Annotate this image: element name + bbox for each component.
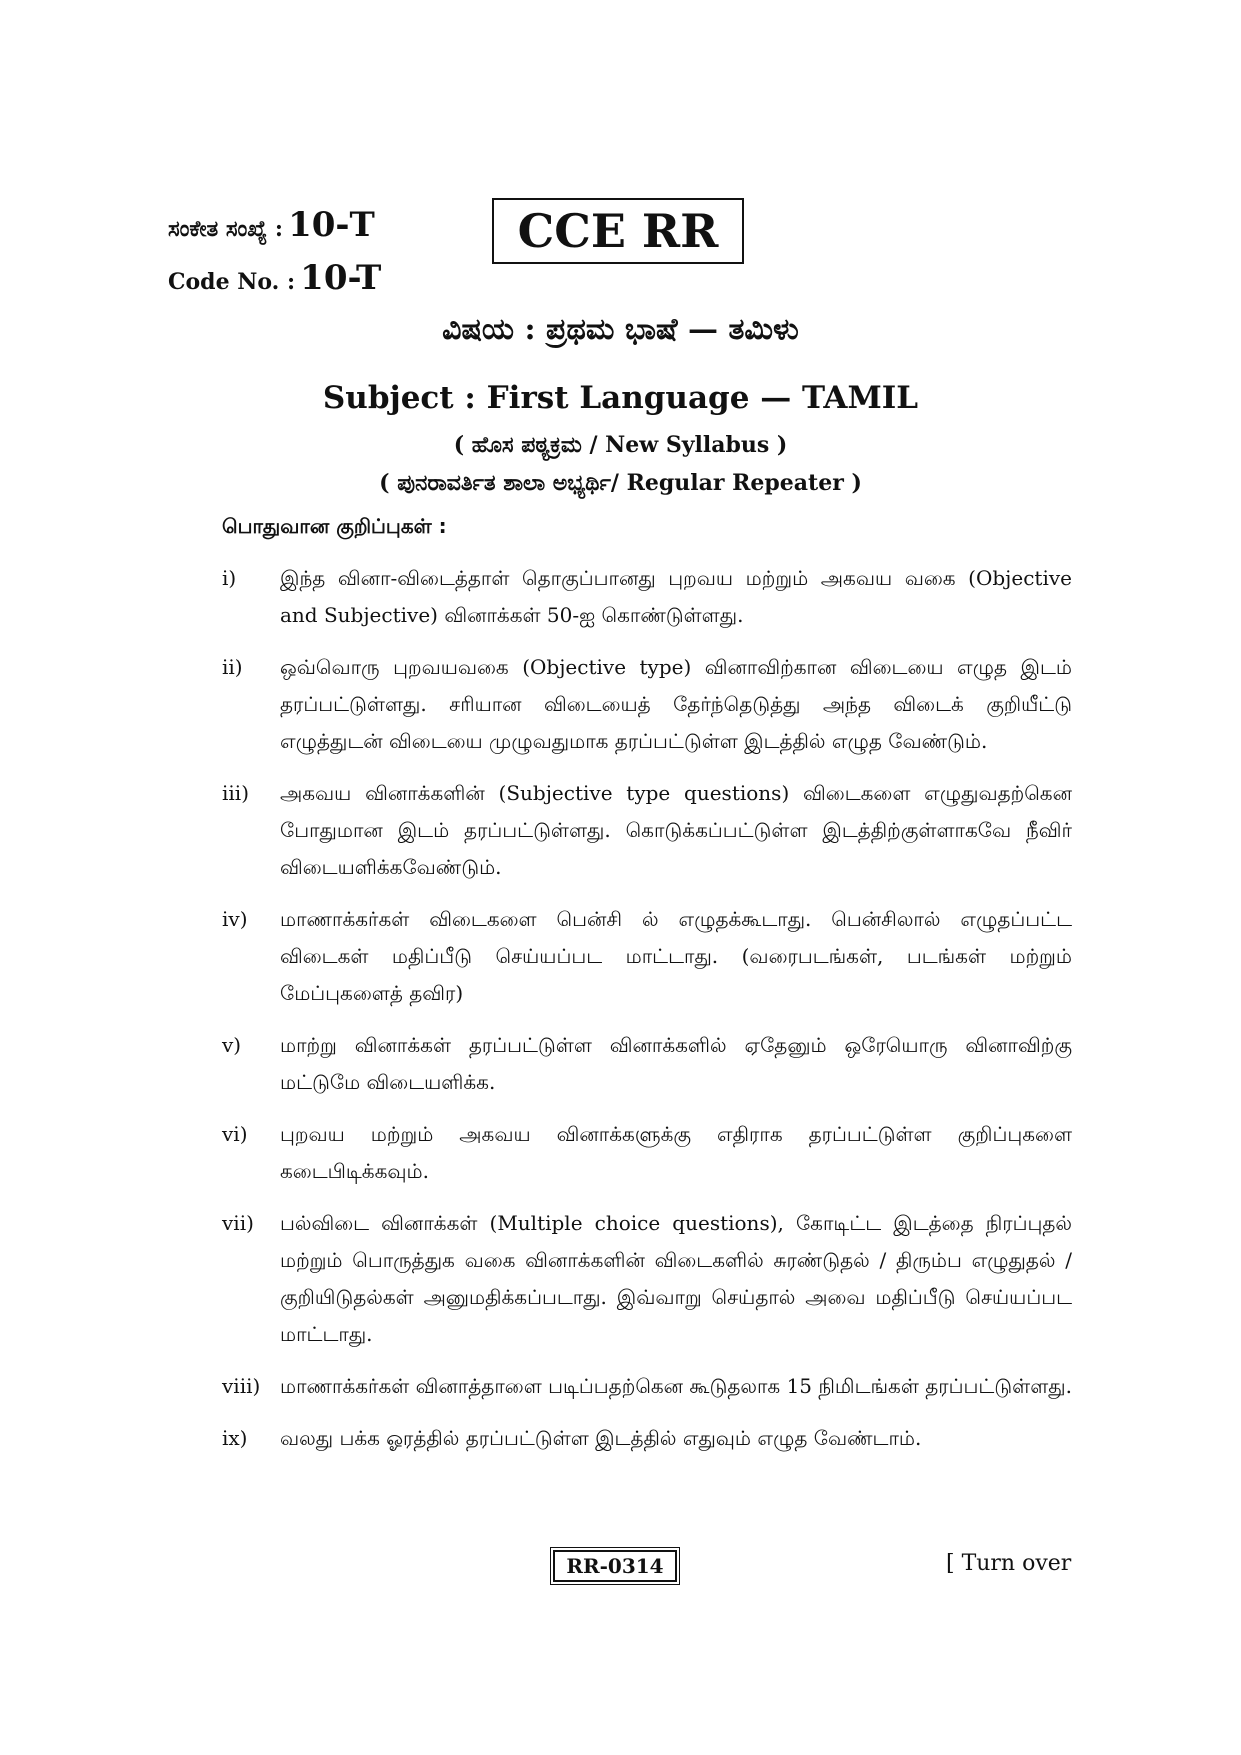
instructions-list <box>222 560 1072 1472</box>
turn-over-text: [ Turn over <box>946 1551 1072 1576</box>
instruction-number: viii) <box>222 1374 261 1398</box>
instruction-number: ix) <box>222 1426 248 1450</box>
instruction-text: மாணாக்கர்கள் வினாத்தாளை படிப்பதற்கென கூடுதலாக 15 நிமிடங்கள் தரப்பட்டுள்ளது. <box>280 1374 1072 1398</box>
instruction-number: vi) <box>222 1122 248 1146</box>
instruction-text: வலது பக்க ஓரத்தில் தரப்பட்டுள்ள இடத்தில் எதுவும் எழுத வேண்டாம். <box>280 1426 922 1450</box>
instruction-text: புறவய மற்றும் அகவய வினாக்களுக்கு எதிராக தரப்பட்டுள்ள குறிப்புகளை கடைபிடிக்கவும். <box>280 1122 1072 1183</box>
instruction-number: ii) <box>222 655 243 679</box>
instruction-number: v) <box>222 1033 242 1057</box>
subject-title-kannada: ವಿಷಯ : ಪ್ರಥಮ ಭಾಷೆ — ತಮಿಳು <box>442 312 799 347</box>
instruction-item <box>222 1027 1072 1101</box>
instruction-item <box>222 560 1072 634</box>
exam-type-box: CCE RR <box>492 198 744 264</box>
instruction-text: இந்த வினா-விடைத்தாள் தொகுப்பானது புறவய மற்றும் அகவய வகை (Objective and Subjective) வினாக்கள் 50-ஐ கொண்டுள்ளது. <box>280 566 1072 627</box>
instruction-item <box>222 1116 1072 1190</box>
instruction-number: i) <box>222 566 237 590</box>
instruction-item <box>222 1205 1072 1353</box>
instruction-item <box>222 775 1072 886</box>
instruction-text: மாணாக்கர்கள் விடைகளை பென்சி ல் எழுதக்கூடாது. பென்சிலால் எழுதப்பட்ட விடைகள் மதிப்பீடு செய்யப்பட மாட்டாது. (வரைபடங்கள், படங்கள் மற்றும் மேப்புகளைத் தவிர) <box>280 907 1072 1005</box>
instruction-text: பல்விடை வினாக்கள் (Multiple choice questions), கோடிட்ட இடத்தை நிரப்புதல் மற்றும் பொருத்துக வகை வினாக்களின் விடைகளில் சுரண்டுதல் / திரும்ப எழுதுதல் / குறியிடுதல்கள் அனுமதிக்கப்படாது. இவ்வாறு செய்தால் அவை மதிப்பீடு செய்யப்பட மாட்டாது. <box>280 1211 1072 1346</box>
general-instructions-heading: பொதுவான குறிப்புகள் : <box>222 514 447 538</box>
code-number-kannada <box>168 205 375 245</box>
code-number-english <box>168 258 381 298</box>
subject-title-english: Subject : First Language — TAMIL <box>322 380 919 416</box>
instruction-text: ஒவ்வொரு புறவயவகை (Objective type) வினாவிற்கான விடையை எழுத இடம் தரப்பட்டுள்ளது. சரியான விடையைத் தேர்ந்தெடுத்து அந்த விடைக் குறியீட்டு எழுத்துடன் விடையை முழுவதுமாக தரப்பட்டுள்ள இடத்தில் எழுத வேண்டும். <box>280 655 1072 753</box>
code-value-english: 10-T <box>300 258 382 298</box>
code-label-kannada: ಸಂಕೇತ ಸಂಖ್ಯೆ : <box>168 216 284 242</box>
instruction-item <box>222 1420 1072 1457</box>
instruction-number: iii) <box>222 781 249 805</box>
instruction-text: அகவய வினாக்களின் (Subjective type questions) விடைகளை எழுதுவதற்கென போதுமான இடம் தரப்பட்டுள்ளது. கொடுக்கப்பட்டுள்ள இடத்திற்குள்ளாகவே நீவிர் விடையளிக்கவேண்டும். <box>280 781 1072 879</box>
candidate-type-line: ( ಪುನರಾವರ್ತಿತ ಶಾಲಾ ಅಭ್ಯರ್ಥಿ/ Regular Repeater ) <box>379 470 862 496</box>
instruction-item <box>222 1368 1072 1405</box>
instruction-text: மாற்று வினாக்கள் தரப்பட்டுள்ள வினாக்களில் ஏதேனும் ஒரேயொரு வினாவிற்கு மட்டுமே விடையளிக்க. <box>280 1033 1072 1094</box>
code-value-kannada: 10-T <box>288 205 375 245</box>
instruction-number: iv) <box>222 907 248 931</box>
instruction-item <box>222 649 1072 760</box>
instruction-item <box>222 901 1072 1012</box>
syllabus-line: ( ಹೊಸ ಪಠ್ಯಕ್ರಮ / New Syllabus ) <box>453 432 788 458</box>
instruction-number: vii) <box>222 1211 254 1235</box>
paper-code-box: RR-0314 <box>553 1550 677 1582</box>
code-label-english: Code No. : <box>168 269 296 295</box>
